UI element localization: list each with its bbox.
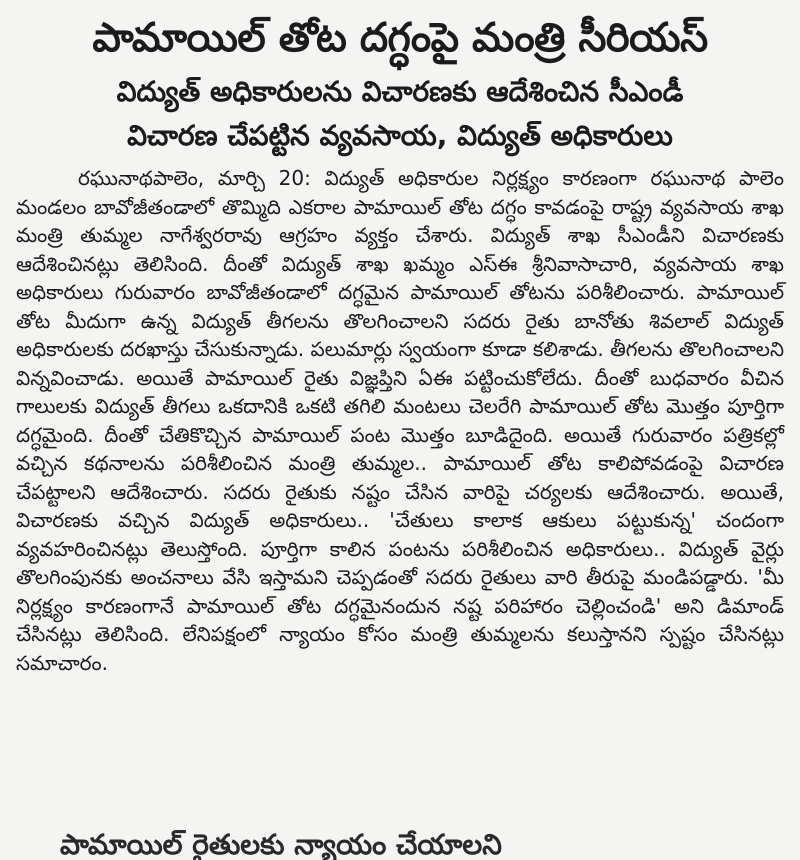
next-article-headline-fragment: పామాయిల్ రైతులకు న్యాయం చేయాలని — [60, 830, 502, 860]
newspaper-clipping — [0, 6, 800, 860]
article-body: రఘునాథపాలెం, మార్చి 20: విద్యుత్ అధికారుల నిర్లక్ష్యం కారణంగా రఘునాథ పాలెం మండలం బావోజీతండాలో తొమ్మిది ఎకరాల పామాయిల్ తోట దగ్ధం కావడంపై రాష్ట్ర వ్యవసాయ శాఖ మంత్రి తుమ్మల నాగేశ్వరరావు ఆగ్రహం వ్యక్తం చేశారు. విద్యుత్ శాఖ సీఎండీని విచారణకు ఆదేశించినట్లు తెలిసింది. దీంతో విద్యుత్ శాఖ ఖమ్మం ఎస్ఈ శ్రీనివాసాచారి, వ్యవసాయ శాఖ అధికారులు గురువారం బావోజీతండాలో దగ్ధమైన పామాయిల్ తోటను పరిశీలించారు. పామాయిల్ తోట మీదుగా ఉన్న విద్యుత్ తీగలను తొలగించాలని సదరు రైతు బానోతు శివలాల్ విద్యుత్ అధికారులకు దరఖాస్తు చేసుకున్నాడు. పలుమార్లు స్వయంగా కూడా కలిశాడు. తీగలను తొలగించాలని విన్నవించాడు. అయితే పామాయిల్ రైతు విజ్ఞప్తిని ఏఈ పట్టించుకోలేదు. దీంతో బుధవారం వీచిన గాలులకు విద్యుత్ తీగలు ఒకదానికి ఒకటి తగిలి మంటలు చెలరేగి పామాయిల్ తోట మొత్తం పూర్తిగా దగ్ధమైంది. దీంతో చేతికొచ్చిన పామాయిల్ పంట మొత్తం బూడిదైంది. అయితే గురువారం పత్రికల్లో వచ్చిన కథనాలను పరిశీలించిన మంత్రి తుమ్మల.. పామాయిల్ తోట కాలిపోవడంపై విచారణ చేపట్టాలని ఆదేశించారు. సదరు రైతుకు నష్టం చేసిన వారిపై చర్యలకు ఆదేశించారు. అయితే, విచారణకు వచ్చిన విద్యుత్ అధికారులు.. 'చేతులు కాలాక ఆకులు పట్టుకున్న' చందంగా వ్యవహరించినట్లు తెలుస్తోంది. పూర్తిగా కాలిన పంటను పరిశీలించిన అధికారులు.. విద్యుత్ వైర్లు తొలగింపునకు అంచనాలు వేసి ఇస్తామని చెప్పడంతో సదరు రైతులు వారి తీరుపై మండిపడ్డారు. 'మీ నిర్లక్ష్యం కారణంగానే పామాయిల్ తోట దగ్ధమైనందున నష్ట పరిహారం చెల్లించండి' అని డిమాండ్ చేసినట్లు తెలిసింది. లేనిపక్షంలో న్యాయం కోసం మంత్రి తుమ్మలను కలుస్తానని స్పష్టం చేసినట్లు సమాచారం. — [16, 166, 784, 675]
subheadline-1: విద్యుత్ అధికారులను విచారణకు ఆదేశించిన సీఎండీ — [116, 75, 684, 108]
headline: పామాయిల్ తోట దగ్ధంపై మంత్రి సీరియస్ — [92, 15, 708, 61]
subheadline-2: విచారణ చేపట్టిన వ్యవసాయ, విద్యుత్ అధికారులు — [127, 119, 673, 152]
